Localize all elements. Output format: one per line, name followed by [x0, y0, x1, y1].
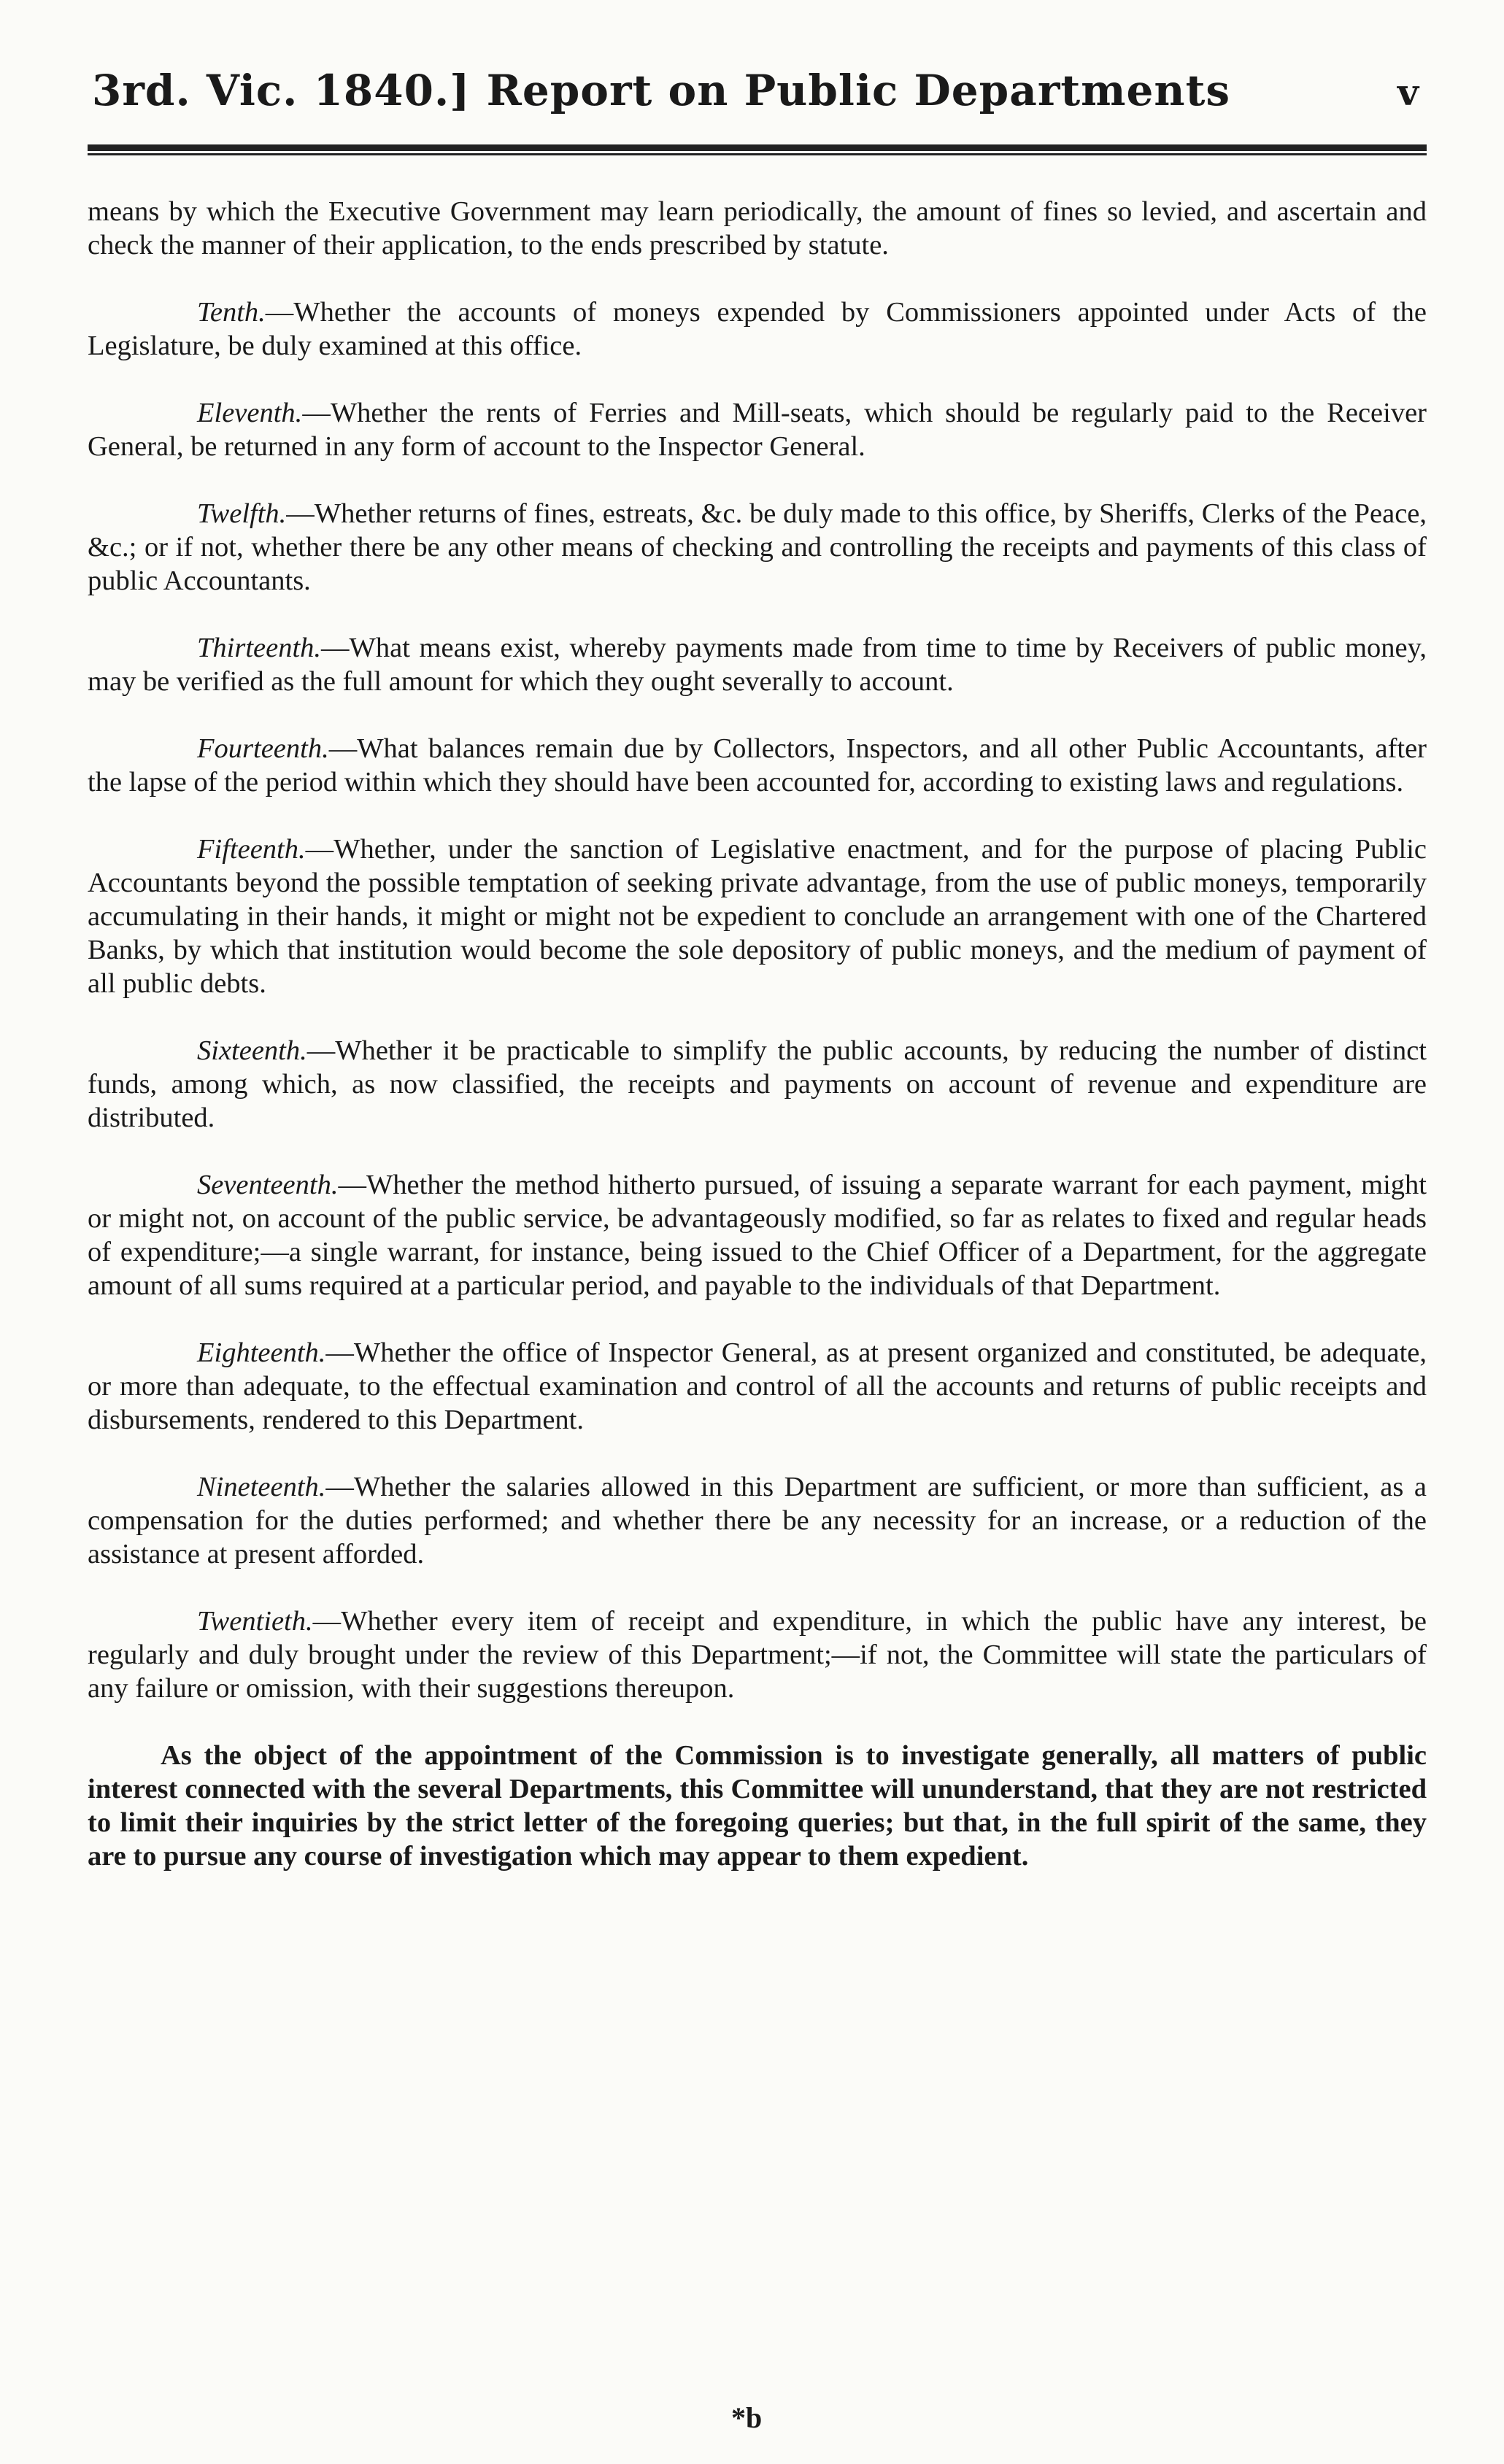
query-ordinal: Eighteenth. [197, 1337, 326, 1368]
query-paragraph [88, 1336, 1427, 1437]
query-paragraph [88, 1604, 1427, 1705]
query-ordinal: Fourteenth. [197, 733, 329, 764]
query-ordinal: Fifteenth. [197, 834, 306, 865]
query-ordinal: Tenth. [197, 297, 266, 328]
header-reign: 3rd. Vic. 1840.] [92, 66, 471, 115]
header-title: Report on Public Departments [486, 66, 1231, 115]
query-paragraph [88, 497, 1427, 598]
query-paragraph [88, 631, 1427, 698]
query-text: —Whether every item of receipt and expenditure, in which the public have any interest, be regularly and duly brought under the review of this Department;—if not, the Committee will state the particulars of any failure or omission, with their suggestions thereupon. [88, 1606, 1427, 1704]
query-ordinal: Twelfth. [197, 498, 287, 529]
query-text: —What means exist, whereby payments made from time to time by Receivers of public money, may be verified as the full amount for which they ought severally to account. [88, 633, 1427, 697]
query-paragraph [88, 1034, 1427, 1135]
query-paragraph [88, 396, 1427, 463]
query-text: —Whether the accounts of moneys expended by Commissioners appointed under Acts of the Legislature, be duly examined at this office. [88, 297, 1427, 361]
header-title-group [92, 66, 1230, 115]
query-text: —Whether returns of fines, estreats, &c. be duly made to this office, by Sheriffs, Clerks of the Peace, &c.; or if not, whether there be any other means of checking and controlling the receipts and payments of this class of public Accountants. [88, 498, 1427, 596]
query-paragraph [88, 732, 1427, 799]
query-paragraph [88, 833, 1427, 1000]
query-paragraph [88, 1168, 1427, 1302]
document-page [88, 66, 1427, 1907]
query-ordinal: Twentieth. [197, 1606, 313, 1637]
query-text: —What balances remain due by Collectors, Inspectors, and all other Public Accountants, after the lapse of the period within which they should have been accounted for, according to existing laws and regulations. [88, 733, 1427, 797]
document-body [88, 195, 1427, 1873]
header-rule [88, 144, 1427, 155]
query-text: —Whether the method hitherto pursued, of issuing a separate warrant for each payment, might or might not, on account of the public service, be advantageously modified, so far as relates to fixed and regular heads of expenditure;—a single warrant, for instance, being issued to the Chief Officer of a Department, for the aggregate amount of all sums required at a particular period, and payable to the individuals of that Department. [88, 1170, 1427, 1301]
query-ordinal: Sixteenth. [197, 1035, 307, 1066]
page-number: v [1397, 71, 1419, 114]
query-ordinal: Nineteenth. [197, 1472, 326, 1502]
query-ordinal: Eleventh. [197, 398, 303, 428]
continuation-paragraph: means by which the Executive Government may learn periodically, the amount of fines so levied, and ascertain and check the manner of their application, to the ends prescribed by statute. [88, 196, 1427, 260]
closing-paragraph: As the object of the appointment of the Commission is to investigate generally, all matters of public interest connected with the several Departments, this Committee will ununderstand, that they are not restricted to limit their inquiries by the strict letter of the foregoing queries; but that, in the full spirit of the same, they are to pursue any course of investigation which may appear to them expedient. [88, 1740, 1427, 1872]
query-ordinal: Thirteenth. [197, 633, 322, 663]
query-text: —Whether the salaries allowed in this Department are sufficient, or more than sufficient, as a compensation for the duties performed; and whether there be any necessity for an increase, or a reduction of the assistance at present afforded. [88, 1472, 1427, 1569]
running-header [88, 66, 1427, 115]
signature-mark: *b [731, 2401, 763, 2434]
query-ordinal: Seventeenth. [197, 1170, 339, 1200]
query-paragraph [88, 1470, 1427, 1571]
query-text: —Whether the office of Inspector General, as at present organized and constituted, be adequate, or more than adequate, to the effectual examination and control of all the accounts and returns of public receipts and disbursements, rendered to this Department. [88, 1337, 1427, 1435]
query-paragraph [88, 296, 1427, 363]
query-text: —Whether the rents of Ferries and Mill-seats, which should be regularly paid to the Receiver General, be returned in any form of account to the Inspector General. [88, 398, 1427, 462]
query-text: —Whether it be practicable to simplify the public accounts, by reducing the number of distinct funds, among which, as now classified, the receipts and payments on account of revenue and expenditure are distributed. [88, 1035, 1427, 1133]
query-text: —Whether, under the sanction of Legislative enactment, and for the purpose of placing Public Accountants beyond the possible temptation of seeking private advantage, from the use of public moneys, temporarily accumulating in their hands, it might or might not be expedient to conclude an arrangement with one of the Chartered Banks, by which that institution would become the sole depository of public moneys, and the medium of payment of all public debts. [88, 834, 1427, 999]
